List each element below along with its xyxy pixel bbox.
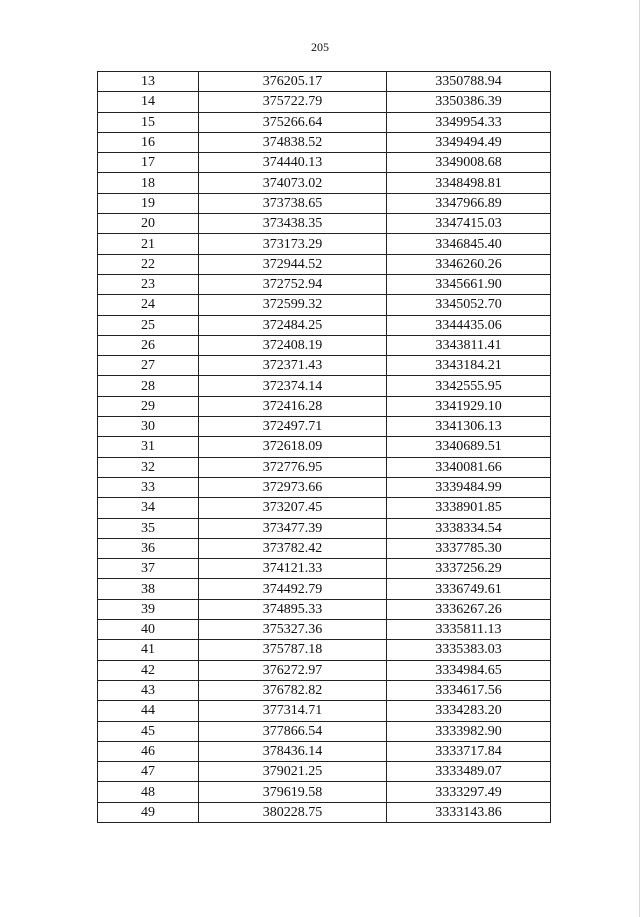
point-index-cell: 21 — [98, 234, 199, 254]
point-index-cell: 32 — [98, 457, 199, 477]
x-coordinate-cell: 372776.95 — [199, 457, 387, 477]
y-coordinate-cell: 3334283.20 — [387, 701, 551, 721]
y-coordinate-cell: 3334984.65 — [387, 660, 551, 680]
table-row — [98, 680, 551, 700]
y-coordinate-cell: 3337785.30 — [387, 538, 551, 558]
point-index-cell: 44 — [98, 701, 199, 721]
table-row — [98, 335, 551, 355]
point-index-cell: 26 — [98, 335, 199, 355]
point-index-cell: 23 — [98, 274, 199, 294]
coordinate-table — [97, 71, 551, 823]
table-row — [98, 92, 551, 112]
y-coordinate-cell: 3347966.89 — [387, 193, 551, 213]
point-index-cell: 33 — [98, 477, 199, 497]
y-coordinate-cell: 3348498.81 — [387, 173, 551, 193]
table-row — [98, 72, 551, 92]
x-coordinate-cell: 376272.97 — [199, 660, 387, 680]
x-coordinate-cell: 375787.18 — [199, 640, 387, 660]
x-coordinate-cell: 377314.71 — [199, 701, 387, 721]
y-coordinate-cell: 3345052.70 — [387, 295, 551, 315]
table-row — [98, 802, 551, 822]
table-row — [98, 274, 551, 294]
table-row — [98, 417, 551, 437]
table-row — [98, 721, 551, 741]
table-row — [98, 376, 551, 396]
y-coordinate-cell: 3339484.99 — [387, 477, 551, 497]
y-coordinate-cell: 3333297.49 — [387, 782, 551, 802]
point-index-cell: 17 — [98, 153, 199, 173]
y-coordinate-cell: 3343184.21 — [387, 356, 551, 376]
point-index-cell: 43 — [98, 680, 199, 700]
table-row — [98, 295, 551, 315]
x-coordinate-cell: 375722.79 — [199, 92, 387, 112]
point-index-cell: 36 — [98, 538, 199, 558]
table-row — [98, 559, 551, 579]
y-coordinate-cell: 3335811.13 — [387, 620, 551, 640]
table-row — [98, 782, 551, 802]
point-index-cell: 24 — [98, 295, 199, 315]
table-row — [98, 477, 551, 497]
table-row — [98, 396, 551, 416]
y-coordinate-cell: 3349494.49 — [387, 132, 551, 152]
point-index-cell: 31 — [98, 437, 199, 457]
x-coordinate-cell: 373477.39 — [199, 518, 387, 538]
x-coordinate-cell: 375327.36 — [199, 620, 387, 640]
point-index-cell: 46 — [98, 741, 199, 761]
x-coordinate-cell: 372374.14 — [199, 376, 387, 396]
x-coordinate-cell: 372618.09 — [199, 437, 387, 457]
y-coordinate-cell: 3349954.33 — [387, 112, 551, 132]
table-row — [98, 741, 551, 761]
point-index-cell: 34 — [98, 498, 199, 518]
x-coordinate-cell: 373207.45 — [199, 498, 387, 518]
y-coordinate-cell: 3333982.90 — [387, 721, 551, 741]
point-index-cell: 42 — [98, 660, 199, 680]
point-index-cell: 15 — [98, 112, 199, 132]
coordinate-table-body — [98, 72, 551, 823]
table-row — [98, 620, 551, 640]
x-coordinate-cell: 377866.54 — [199, 721, 387, 741]
point-index-cell: 19 — [98, 193, 199, 213]
table-row — [98, 640, 551, 660]
y-coordinate-cell: 3338901.85 — [387, 498, 551, 518]
table-row — [98, 762, 551, 782]
table-row — [98, 538, 551, 558]
point-index-cell: 18 — [98, 173, 199, 193]
point-index-cell: 14 — [98, 92, 199, 112]
y-coordinate-cell: 3349008.68 — [387, 153, 551, 173]
x-coordinate-cell: 374073.02 — [199, 173, 387, 193]
table-row — [98, 132, 551, 152]
point-index-cell: 38 — [98, 579, 199, 599]
y-coordinate-cell: 3341306.13 — [387, 417, 551, 437]
x-coordinate-cell: 372752.94 — [199, 274, 387, 294]
point-index-cell: 35 — [98, 518, 199, 538]
x-coordinate-cell: 379021.25 — [199, 762, 387, 782]
table-row — [98, 356, 551, 376]
x-coordinate-cell: 378436.14 — [199, 741, 387, 761]
x-coordinate-cell: 376205.17 — [199, 72, 387, 92]
y-coordinate-cell: 3340689.51 — [387, 437, 551, 457]
table-row — [98, 173, 551, 193]
table-row — [98, 498, 551, 518]
y-coordinate-cell: 3333717.84 — [387, 741, 551, 761]
table-row — [98, 153, 551, 173]
x-coordinate-cell: 373438.35 — [199, 214, 387, 234]
x-coordinate-cell: 372973.66 — [199, 477, 387, 497]
table-row — [98, 193, 551, 213]
x-coordinate-cell: 373738.65 — [199, 193, 387, 213]
x-coordinate-cell: 372944.52 — [199, 254, 387, 274]
y-coordinate-cell: 3350386.39 — [387, 92, 551, 112]
point-index-cell: 40 — [98, 620, 199, 640]
table-row — [98, 701, 551, 721]
table-row — [98, 315, 551, 335]
x-coordinate-cell: 373173.29 — [199, 234, 387, 254]
y-coordinate-cell: 3336749.61 — [387, 579, 551, 599]
y-coordinate-cell: 3341929.10 — [387, 396, 551, 416]
page-number: 205 — [311, 40, 329, 54]
point-index-cell: 48 — [98, 782, 199, 802]
point-index-cell: 49 — [98, 802, 199, 822]
x-coordinate-cell: 380228.75 — [199, 802, 387, 822]
table-row — [98, 457, 551, 477]
y-coordinate-cell: 3346845.40 — [387, 234, 551, 254]
point-index-cell: 29 — [98, 396, 199, 416]
x-coordinate-cell: 374440.13 — [199, 153, 387, 173]
y-coordinate-cell: 3333143.86 — [387, 802, 551, 822]
y-coordinate-cell: 3333489.07 — [387, 762, 551, 782]
x-coordinate-cell: 375266.64 — [199, 112, 387, 132]
table-row — [98, 437, 551, 457]
x-coordinate-cell: 372371.43 — [199, 356, 387, 376]
point-index-cell: 16 — [98, 132, 199, 152]
table-row — [98, 518, 551, 538]
x-coordinate-cell: 372484.25 — [199, 315, 387, 335]
x-coordinate-cell: 372416.28 — [199, 396, 387, 416]
table-row — [98, 579, 551, 599]
point-index-cell: 25 — [98, 315, 199, 335]
table-row — [98, 254, 551, 274]
point-index-cell: 37 — [98, 559, 199, 579]
point-index-cell: 28 — [98, 376, 199, 396]
x-coordinate-cell: 374121.33 — [199, 559, 387, 579]
table-row — [98, 599, 551, 619]
point-index-cell: 30 — [98, 417, 199, 437]
table-row — [98, 234, 551, 254]
table-row — [98, 214, 551, 234]
y-coordinate-cell: 3343811.41 — [387, 335, 551, 355]
y-coordinate-cell: 3338334.54 — [387, 518, 551, 538]
table-row — [98, 112, 551, 132]
point-index-cell: 27 — [98, 356, 199, 376]
y-coordinate-cell: 3335383.03 — [387, 640, 551, 660]
point-index-cell: 13 — [98, 72, 199, 92]
y-coordinate-cell: 3340081.66 — [387, 457, 551, 477]
table-row — [98, 660, 551, 680]
point-index-cell: 39 — [98, 599, 199, 619]
point-index-cell: 47 — [98, 762, 199, 782]
x-coordinate-cell: 376782.82 — [199, 680, 387, 700]
y-coordinate-cell: 3345661.90 — [387, 274, 551, 294]
y-coordinate-cell: 3336267.26 — [387, 599, 551, 619]
y-coordinate-cell: 3350788.94 — [387, 72, 551, 92]
x-coordinate-cell: 372408.19 — [199, 335, 387, 355]
y-coordinate-cell: 3334617.56 — [387, 680, 551, 700]
x-coordinate-cell: 372497.71 — [199, 417, 387, 437]
y-coordinate-cell: 3344435.06 — [387, 315, 551, 335]
x-coordinate-cell: 379619.58 — [199, 782, 387, 802]
x-coordinate-cell: 373782.42 — [199, 538, 387, 558]
point-index-cell: 22 — [98, 254, 199, 274]
y-coordinate-cell: 3342555.95 — [387, 376, 551, 396]
x-coordinate-cell: 374895.33 — [199, 599, 387, 619]
x-coordinate-cell: 374838.52 — [199, 132, 387, 152]
y-coordinate-cell: 3337256.29 — [387, 559, 551, 579]
y-coordinate-cell: 3346260.26 — [387, 254, 551, 274]
point-index-cell: 45 — [98, 721, 199, 741]
point-index-cell: 20 — [98, 214, 199, 234]
y-coordinate-cell: 3347415.03 — [387, 214, 551, 234]
x-coordinate-cell: 374492.79 — [199, 579, 387, 599]
x-coordinate-cell: 372599.32 — [199, 295, 387, 315]
point-index-cell: 41 — [98, 640, 199, 660]
